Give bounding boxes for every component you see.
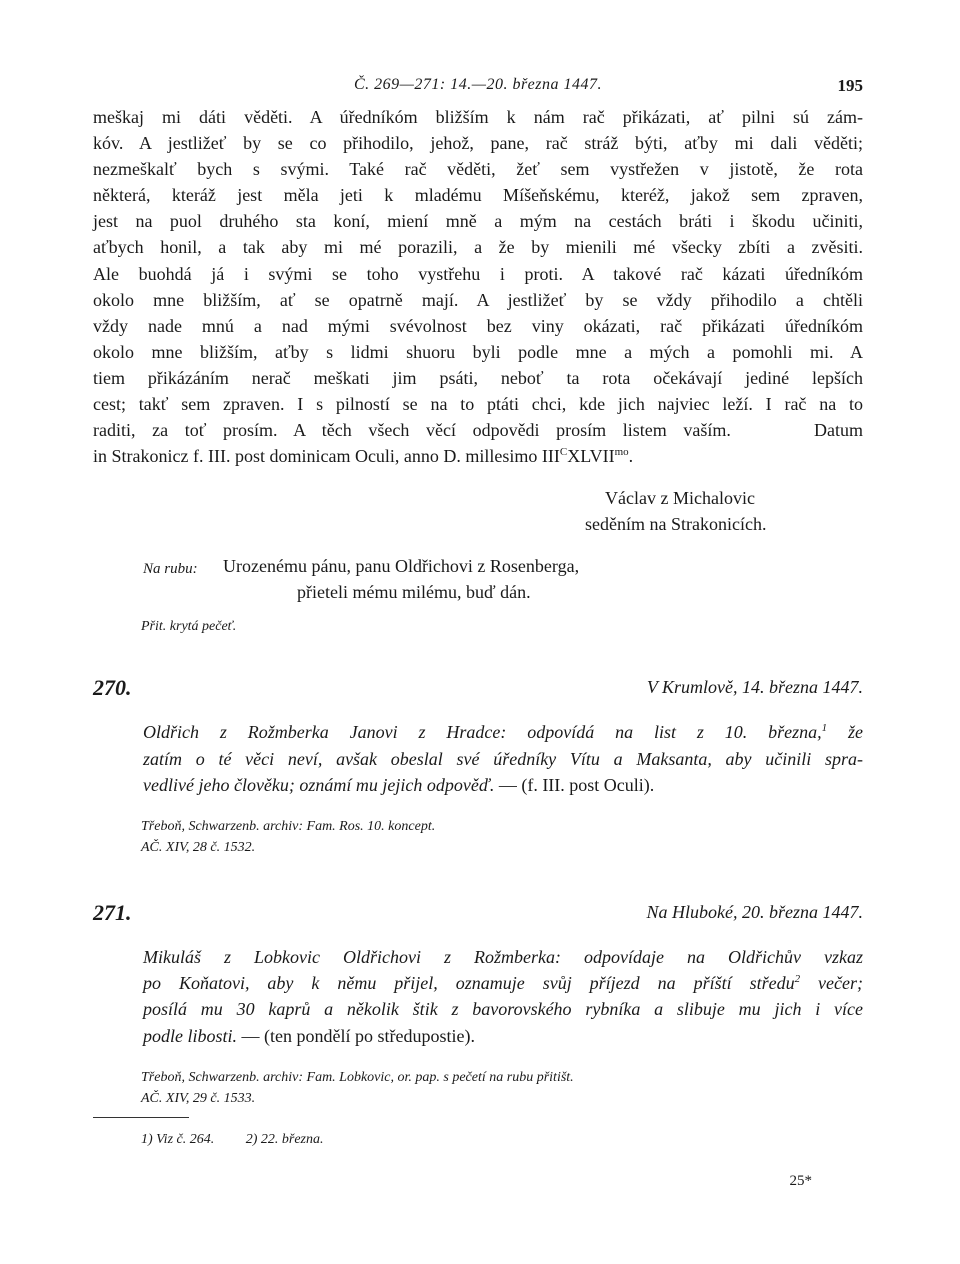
text-line: cest; takť sem zpraven. I s pilností se na to ptáti chci, kde jich najviec leží. I rač na to	[93, 394, 863, 415]
page	[93, 70, 863, 1148]
dating-text: .	[628, 446, 634, 467]
doc-270-regest	[93, 719, 863, 798]
doc-number: 271.	[93, 899, 132, 925]
signature-name: Václav z Michalovic	[605, 488, 755, 509]
regest-line	[143, 772, 863, 798]
text-line: některá, kteráž jest měla jeti k mladému Míšeňskému, kteréž, jakož sem zpraven,	[93, 185, 863, 206]
doc-271-heading	[93, 900, 863, 930]
doc-place-date: Na Hluboké, 20. března 1447.	[646, 901, 863, 922]
footnote-ref: 2	[794, 973, 801, 986]
text-line: okolo mne bližším, ať se opatrně mají. A jestližeť by se vždy přihodilo a chtěli	[93, 289, 863, 310]
superscript: mo	[614, 446, 629, 459]
text-line: tiem přikázáním nerač meškati jim psáti, neboť ta rota očekávají jediné lepších	[93, 367, 863, 388]
source-line: Třeboň, Schwarzenb. archiv: Fam. Ros. 10. koncept.	[141, 818, 436, 834]
doc-number: 270.	[93, 675, 132, 701]
doc-271-regest	[93, 944, 863, 1049]
seal-note: Přit. krytá pečeť.	[141, 619, 237, 635]
regest-text: po Koňatovi, aby k němu přijel, oznamuje svůj příjezd na příští středu	[143, 973, 795, 994]
dating-text: XLVII	[567, 446, 615, 467]
regest-dating: — (f. III. post Oculi).	[494, 774, 655, 795]
regest-text: Oldřich z Rožmberka Janovi z Hradce: odpovídá na list z 10. března,	[143, 722, 822, 743]
doc-271-source	[93, 1067, 863, 1109]
footnote-2: 2) 22. března.	[245, 1131, 324, 1147]
text-line: vždy nade mnú a nad mými svévolnost bez viny okázati, rač přikázati úředníkóm	[93, 315, 863, 336]
text-line: aťbych honil, a tak aby mi mé porazili, a že by mienili mé všecky zbíti a zvěsiti.	[93, 237, 863, 258]
footnote-ref: 1	[821, 722, 828, 735]
signature-block	[93, 485, 863, 537]
regest-line: zatím o té věci neví, avšak obeslal své úředníky Vítu a Maksanta, aby učinili spra-	[143, 748, 863, 769]
endorsement	[93, 553, 863, 605]
text-line: nezmeškalť bych s svými. Také rač věděti, žeť sem vystřežen v jistotě, že rota	[93, 159, 863, 180]
superscript: C	[559, 446, 568, 459]
endorsement-label: Na rubu:	[143, 561, 198, 578]
doc-269-text	[93, 104, 863, 469]
dating-line	[93, 443, 863, 469]
source-line: AČ. XIV, 28 č. 1532.	[141, 839, 256, 855]
regest-line	[143, 1023, 863, 1049]
regest-text: vedlivé jeho člověku; oznámí mu jejich odpověď.	[143, 774, 495, 795]
regest-line: Mikuláš z Lobkovic Oldřichovi z Rožmberka: odpovídaje na Oldřichův vzkaz	[143, 946, 863, 967]
source-line: AČ. XIV, 29 č. 1533.	[141, 1090, 256, 1106]
footnotes	[93, 1132, 863, 1148]
text-line: Ale buohdá já i svými se toho vystřehu i proti. A takové rač kázati úředníkóm	[93, 263, 863, 284]
doc-270-heading	[93, 675, 863, 705]
text-line: jest na puol druhého sta koní, miení mně a mým na cestách bráti i škodu učiniti,	[93, 211, 863, 232]
printer-signature-mark: 25*	[789, 1173, 812, 1189]
regest-text: podle libosti.	[143, 1025, 237, 1046]
doc-place-date: V Krumlově, 14. března 1447.	[646, 677, 863, 698]
doc-270-source	[93, 816, 863, 858]
text-line: raditi, za toť prosím. A těch všech věcí odpovědi prosím listem vaším. Datum	[93, 420, 863, 441]
endorsement-line: Urozenému pánu, panu Oldřichovi z Rosenberga,	[223, 556, 580, 577]
regest-line: posílá mu 30 kaprů a několik štik z bavorovského rybníka a slibuje mu jich i více	[143, 999, 863, 1020]
source-line: Třeboň, Schwarzenb. archiv: Fam. Lobkovic, or. pap. s pečetí na rubu přitišt.	[141, 1069, 574, 1085]
regest-line	[143, 970, 863, 996]
regest-text: večer;	[800, 973, 863, 994]
text-line: okolo mne bližším, aťby s lidmi shuoru byli podle mne a mých a pomohli mi. A	[93, 341, 863, 362]
dating-text: in Strakonicz f. III. post dominicam Oculi, anno D. millesimo III	[93, 446, 560, 467]
text-line: kóv. A jestližeť by se co přihodilo, jehož, pane, rač stráž býti, aťby mi dali věděti;	[93, 133, 863, 154]
footnote-rule	[93, 1117, 189, 1118]
regest-text: že	[827, 722, 863, 743]
text-line: meškaj mi dáti věděti. A úředníkóm bližším k nám rač přikázati, ať pilni sú zám-	[93, 107, 863, 127]
running-head	[93, 70, 863, 104]
signature-seat: seděním na Strakonicích.	[585, 514, 767, 535]
footnote-1: 1) Viz č. 264.	[141, 1131, 215, 1147]
regest-dating: — (ten pondělí po středupostie).	[237, 1025, 475, 1046]
regest-line	[143, 719, 863, 745]
page-number: 195	[837, 76, 863, 95]
running-title: Č. 269—271: 14.—20. března 1447.	[353, 76, 602, 93]
endorsement-line: přieteli mému milému, buď dán.	[297, 582, 531, 603]
